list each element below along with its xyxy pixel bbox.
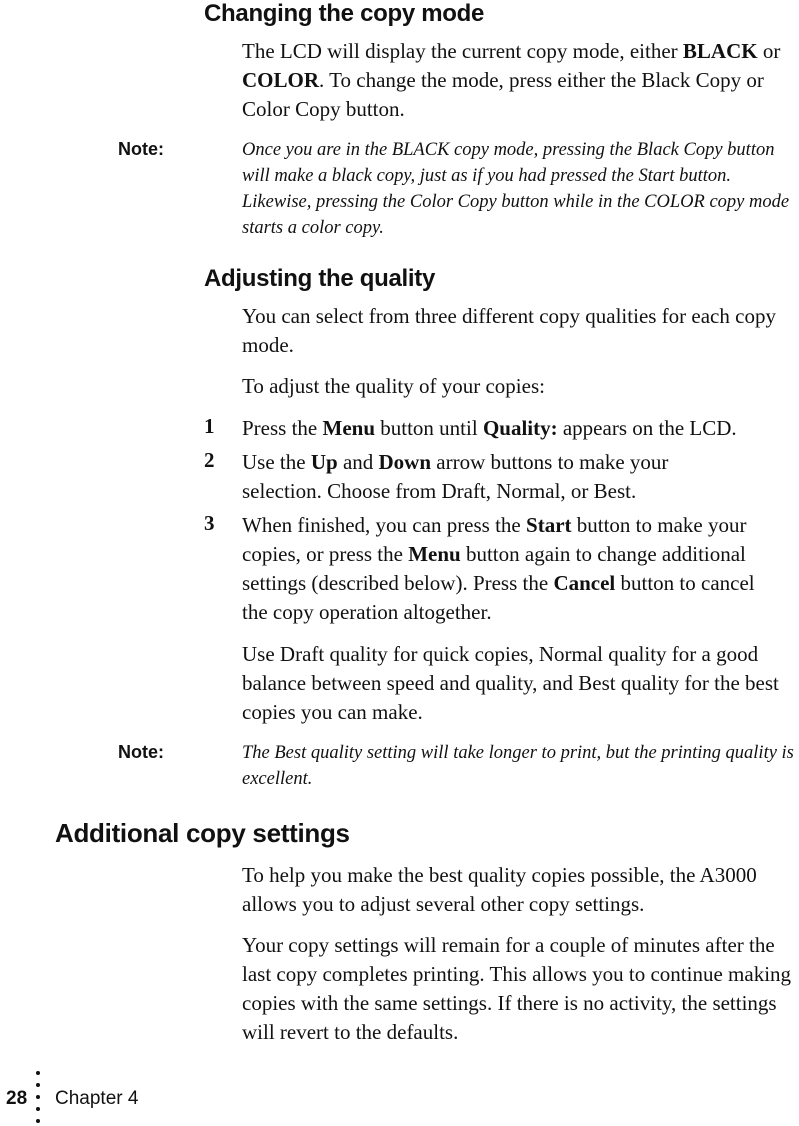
step-number: 3 [204, 511, 215, 535]
note-text: Once you are in the BLACK copy mode, pressing the Black Copy button will make a black copy, just as if you had pressed the Start button. Likewise, pressing the Color Copy button while in the COLOR copy mode starts a color copy. [242, 140, 790, 238]
page-number: 28 [6, 1088, 28, 1109]
step-text: When finished, you can press the Start button to make your copies, or press the Menu button again to change additional settings (described below). Press the Cancel button to cancel the copy operation altogether. [242, 513, 755, 624]
section-heading-copy-mode: Changing the copy mode [204, 0, 485, 27]
additional-intro-paragraph: To help you make the best quality copies possible, the A3000 allows you to adjust several other copy settings. [242, 863, 757, 916]
step-number: 1 [204, 414, 215, 438]
step-number: 2 [204, 448, 215, 472]
quality-adjust-paragraph: To adjust the quality of your copies: [242, 374, 545, 398]
note-label: Note: [118, 139, 164, 159]
step-text: Use the Up and Down arrow buttons to make your selection. Choose from Draft, Normal, or Best. [242, 450, 669, 503]
copy-mode-paragraph: The LCD will display the current copy mode, either BLACK or COLOR. To change the mode, press either the Black Copy or Color Copy button. [242, 39, 781, 121]
section-heading-additional-settings: Additional copy settings [55, 818, 350, 848]
settings-timeout-paragraph: Your copy settings will remain for a couple of minutes after the last copy completes printing. This allows you to continue making copies with the same settings. If there is no activity, the settings will revert to the defaults. [242, 933, 792, 1044]
section-heading-quality: Adjusting the quality [204, 265, 436, 292]
quality-intro-paragraph: You can select from three different copy qualities for each copy mode. [242, 304, 776, 357]
note-text: The Best quality setting will take longer to print, but the printing quality is excellent. [242, 743, 794, 789]
step-text: Press the Menu button until Quality: appears on the LCD. [242, 416, 737, 440]
note-label: Note: [118, 742, 164, 762]
chapter-label: Chapter 4 [55, 1088, 139, 1109]
quality-levels-paragraph: Use Draft quality for quick copies, Normal quality for a good balance between speed and quality, and Best quality for the best copies you can make. [242, 642, 779, 724]
